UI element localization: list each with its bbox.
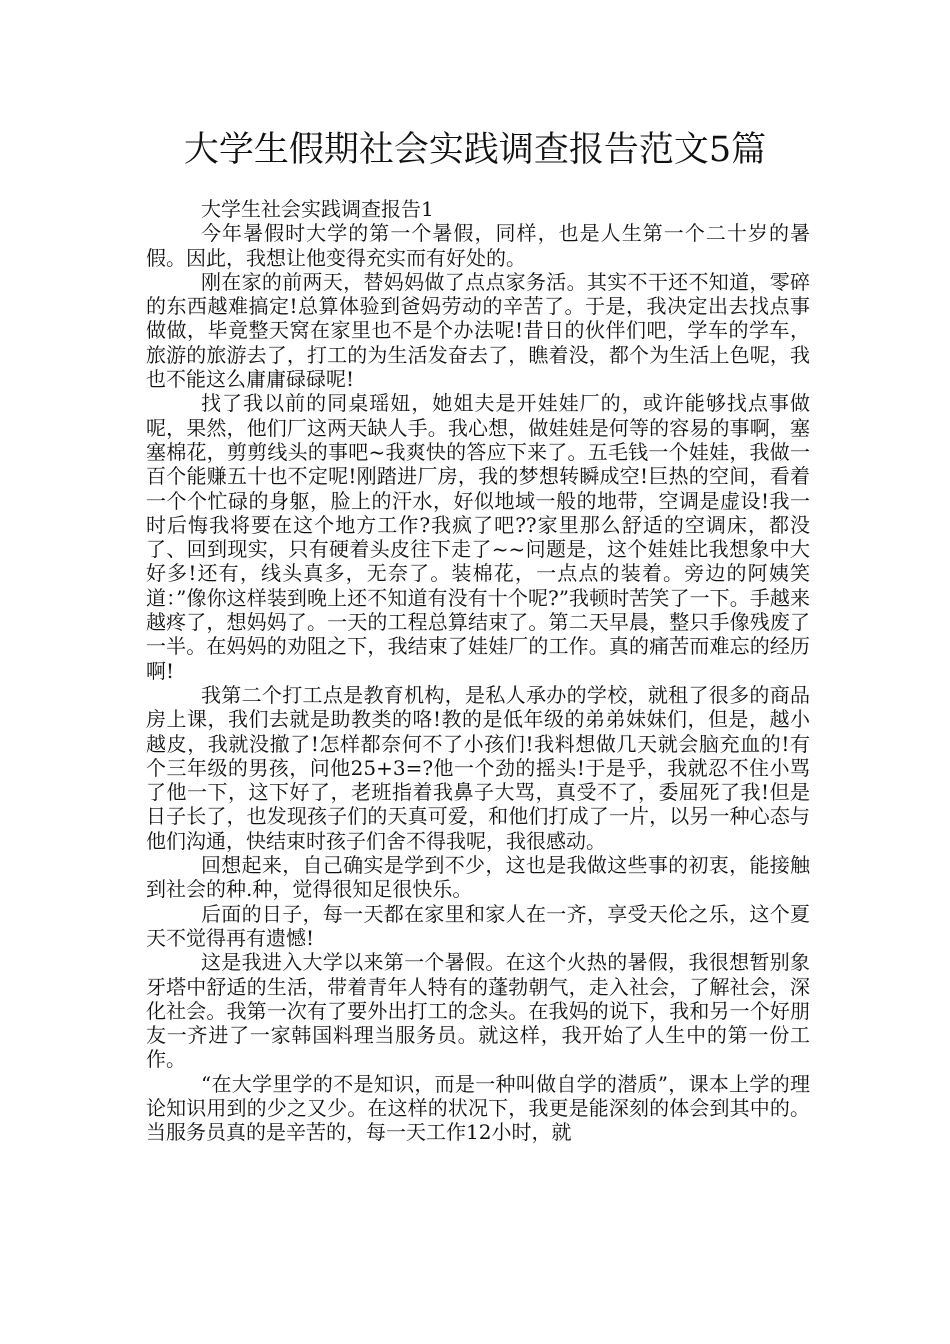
document-body (146, 197, 810, 1145)
paragraph: 刚在家的前两天，替妈妈做了点点家务活。其实不干还不知道，零碎的东西越难搞定!总算体验到爸妈劳动的辛苦了。于是，我决定出去找点事做做，毕竟整天窝在家里也不是个办法呢!昔日的伙伴们吧，学车的学车，旅游的旅游去了，打工的为生活发奋去了，瞧着没，都个为生活上色呢，我也不能这么庸庸碌碌呢! (146, 269, 810, 392)
paragraph: 找了我以前的同桌瑶妞，她姐夫是开娃娃厂的，或许能够找点事做呢，果然，他们厂这两天缺人手。我心想，做娃娃是何等的容易的事啊，塞塞棉花，剪剪线头的事吧~我爽快的答应下来了。五毛钱一个娃娃，我做一百个能赚五十也不定呢!刚踏进厂房，我的梦想转瞬成空!巨热的空间，看着一个个忙碌的身躯，脸上的汗水，好似地域一般的地带，空调是虚设!我一时后悔我将要在这个地方工作?我疯了吧??家里那么舒适的空调床，都没了、回到现实，只有硬着头皮往下走了~~问题是，这个娃娃比我想象中大好多!还有，线头真多，无奈了。装棉花，一点点的装着。旁边的阿姨笑道：”像你这样装到晚上还不知道有没有十个呢?”我顿时苦笑了一下。手越来越疼了，想妈妈了。一天的工程总算结束了。第二天早晨，整只手像残废了一半。在妈妈的劝阻之下，我结束了娃娃厂的工作。真的痛苦而难忘的经历啊! (146, 391, 810, 683)
paragraph-section-heading: 大学生社会实践调查报告1 (201, 197, 434, 221)
paragraph: 后面的日子，每一天都在家里和家人在一齐，享受天伦之乐，这个夏天不觉得再有遗憾! (146, 901, 810, 950)
paragraph: 我第二个打工点是教育机构，是私人承办的学校，就租了很多的商品房上课，我们去就是助教类的咯!教的是低年级的弟弟妹妹们，但是，越小越皮，我就没撤了!怎样都奈何不了小孩们!我料想做几天就会脑充血的!有个三年级的男孩，问他25+3=?他一个劲的摇头!于是乎，我就忍不住小骂了他一下，这下好了，老班指着我鼻子大骂，真受不了，委屈死了我!但是日子长了，也发现孩子们的天真可爱，和他们打成了一片，以另一种心态与他们沟通，快结束时孩子们舍不得我呢，我很感动。 (146, 682, 810, 853)
paragraph: 这是我进入大学以来第一个暑假。在这个火热的暑假，我很想暂别象牙塔中舒适的生活，带着青年人特有的蓬勃朝气，走入社会，了解社会，深化社会。我第一次有了要外出打工的念头。在我妈的说下，我和另一个好朋友一齐进了一家韩国料理当服务员。就这样，我开始了人生中的第一份工作。 (146, 950, 810, 1072)
document-title: 大学生假期社会实践调查报告范文5篇 (183, 130, 767, 170)
paragraph: 回想起来，自己确实是学到不少，这也是我做这些事的初衷，能接触到社会的种.种，觉得很知足很快乐。 (146, 853, 810, 902)
paragraph: “在大学里学的不是知识，而是一种叫做自学的潜质”，课本上学的理论知识用到的少之又少。在这样的状况下，我更是能深刻的体会到其中的。当服务员真的是辛苦的，每一天工作12小时，就 (146, 1071, 810, 1145)
paragraph: 今年暑假时大学的第一个暑假，同样，也是人生第一个二十岁的暑假。因此，我想让他变得充实而有好处的。 (146, 221, 810, 270)
